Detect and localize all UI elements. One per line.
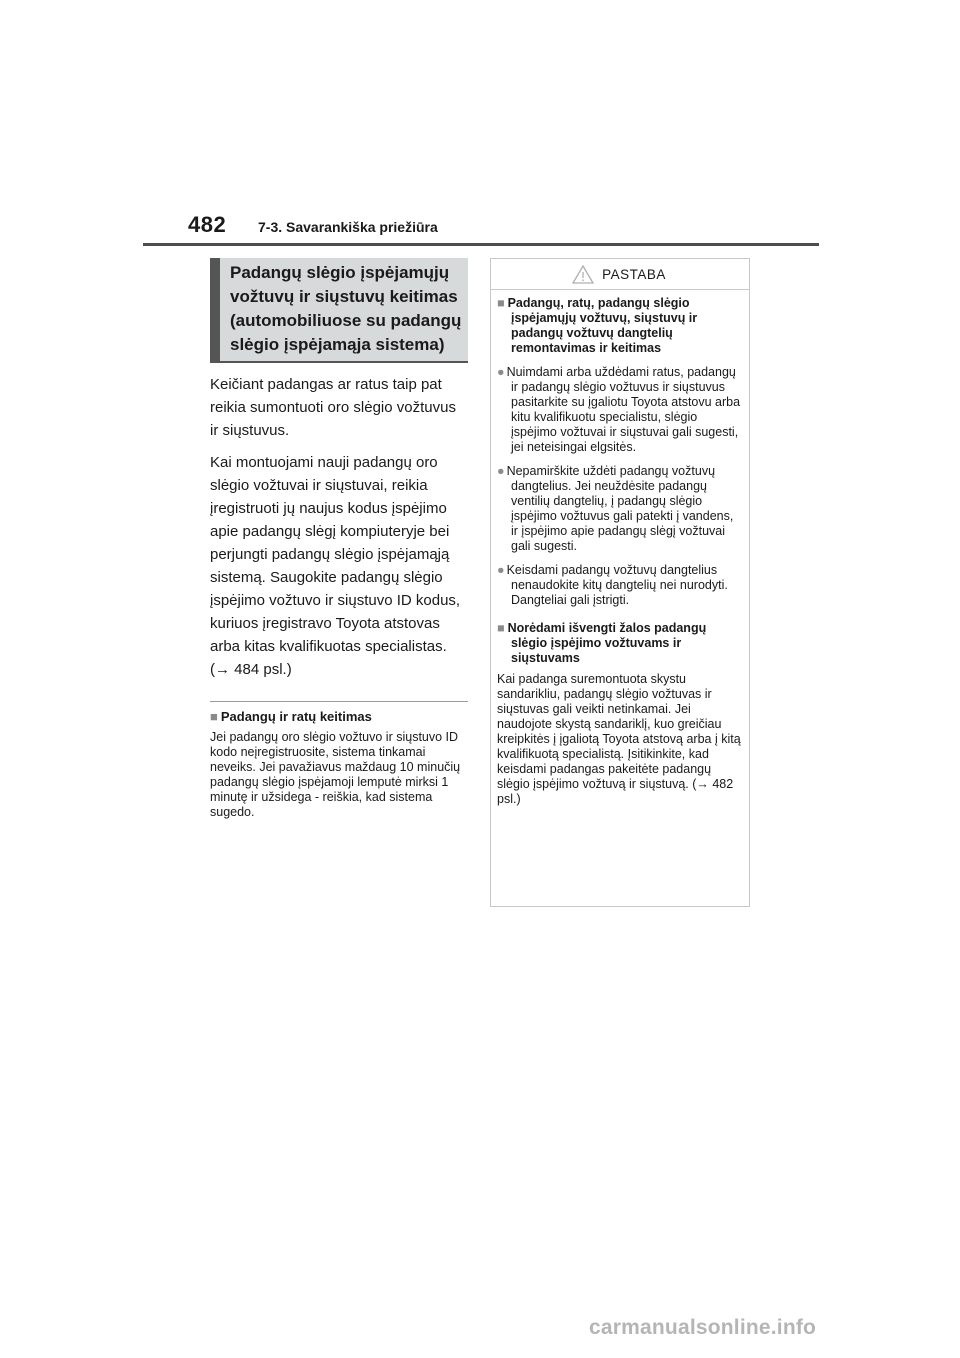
square-bullet-icon: ■: [210, 709, 218, 724]
note-header: [497, 259, 741, 289]
circle-bullet-icon: ●: [497, 365, 505, 379]
square-bullet-icon: ■: [497, 621, 505, 635]
intro-paragraph: Keičiant padangas ar ratus taip pat reikia sumontuoti oro slėgio vožtuvus ir siųstuvus.: [210, 376, 456, 439]
note-title: PASTABA: [602, 266, 666, 282]
note-bullet: [497, 563, 741, 608]
note-paragraph: Kai padanga suremontuota skystu sandarikliu, padangų slėgio vožtuvas ir siųstuvas gali veikti netinkamai. Jei naudojote skystą sandariklį, kuo greičiau kreipkitės į įgaliotą Toyota atstovą arba į kitą kvalifikuotą specialistą. Įsitikinkite, kad keisdami padangas pakeitėte padangų slėgio įspėjimo vožtuvą ir siųstuvą. (→ 482 psl.): [497, 672, 741, 806]
chapter-title: 7-3. Savarankiška priežiūra: [258, 219, 438, 235]
left-column: [210, 258, 468, 820]
warning-triangle-icon: [572, 265, 594, 284]
circle-bullet-icon: ●: [497, 563, 505, 577]
note-heading-text: Norėdami išvengti žalos padangų slėgio įspėjimo vožtuvams ir siųstuvams: [507, 621, 707, 665]
note-divider: [491, 289, 749, 290]
page-number: 482: [188, 212, 227, 237]
subsection-divider: [210, 701, 468, 702]
note-box: [490, 258, 750, 907]
note-bullet-text: Keisdami padangų vožtuvų dangtelius nenaudokite kitų dangtelių nei nurodyti. Dangteliai gali įstrigti.: [506, 563, 728, 607]
square-bullet-icon: ■: [497, 296, 505, 310]
note-heading: [497, 621, 741, 666]
subsection-heading-text: Padangų ir ratų keitimas: [220, 709, 372, 724]
registration-paragraph: Kai montuojami nauji padangų oro slėgio vožtuvai ir siųstuvai, reikia įregistruoti jų naujus kodus įspėjimo apie padangų slėgį kompiuteryje bei perjungti padangų slėgio įspėjamąją sistemą. Saugokite padangų slėgio įspėjimo vožtuvo ir siųstuvo ID kodus, kuriuos įregistravo Toyota atstovas arba kitas kvalifikuotas specialistas. (→ 484 psl.): [210, 454, 461, 678]
note-heading-text: Padangų, ratų, padangų slėgio įspėjamųjų vožtuvų, siųstuvų ir padangų vožtuvų dangtelių remontavimas ir keitimas: [507, 296, 698, 355]
section-title-line: slėgio įspėjamąja sistema): [230, 335, 445, 354]
circle-bullet-icon: ●: [497, 464, 505, 478]
subsection-heading: [210, 709, 468, 725]
note-heading: [497, 296, 741, 356]
note-bullet-text: Nuimdami arba uždėdami ratus, padangų ir padangų slėgio vožtuvus ir siųstuvus pasitarkite su įgaliotu Toyota atstovu arba kitu kvalifikuotu specialistu, slėgio įspėjimo vožtuvai ir siųstuvai gali sugesti, jei neteisingai elgsitės.: [506, 365, 741, 454]
note-bullet-text: Nepamirškite uždėti padangų vožtuvų dangtelius. Jei neuždėsite padangų ventilių dangtelių, į padangų slėgio įspėjimo vožtuvus gali patekti į vandens, ir įspėjimo apie padangų slėgį vožtuvai gali sugesti.: [506, 464, 734, 553]
section-title-box: [210, 258, 468, 363]
section-title-line: Padangų slėgio įspėjamųjų: [230, 263, 450, 282]
section-title-line: (automobiliuose su padangų: [230, 311, 462, 330]
header-divider: [143, 243, 819, 246]
subsection-paragraph: Jei padangų oro slėgio vožtuvo ir siųstuvo ID kodo neįregistruosite, sistema tinkamai neveiks. Jei pavažiavus maždaug 10 minučių padangų slėgio įspėjamoji lemputė mirksi 1 minutę ir užsidega - reiškia, kad sistema sugedo.: [210, 730, 461, 819]
note-bullet: [497, 464, 741, 554]
watermark: carmanualsonline.info: [589, 1316, 817, 1339]
note-bullet: [497, 365, 741, 455]
section-title-line: vožtuvų ir siųstuvų keitimas: [230, 287, 458, 306]
